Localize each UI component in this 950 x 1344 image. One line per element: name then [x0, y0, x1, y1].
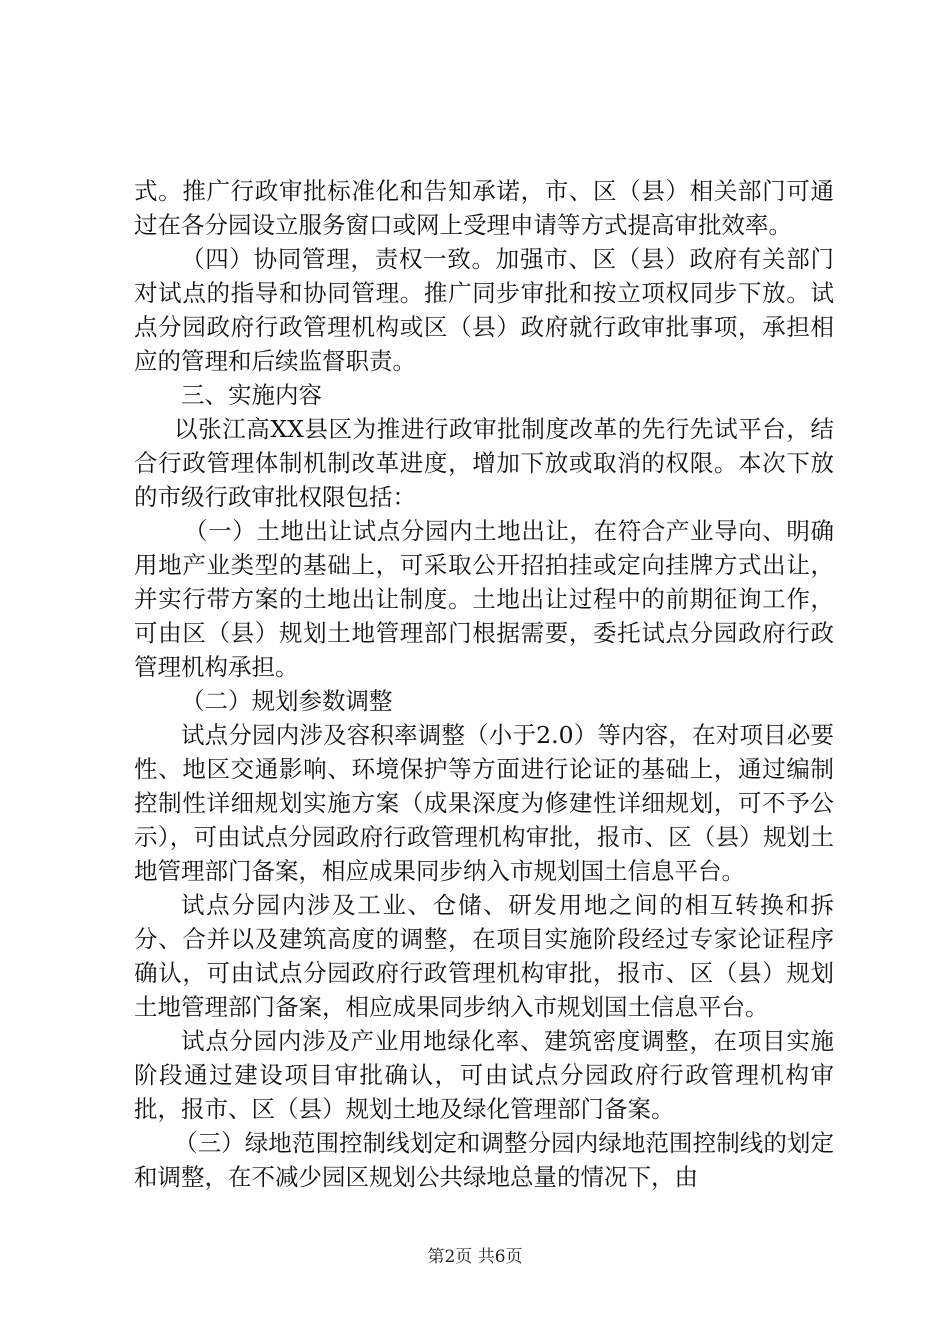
heading-planning-parameters: （二）规划参数调整 [181, 687, 393, 715]
paragraph-green-rate: 试点分园内涉及产业用地绿化率、建筑密度调整，在项目实施阶段通过建设项目审批确认，可由试点分园政府行政管理机构审批，报市、区（县）规划土地及绿化管理部门备案。 [134, 1027, 834, 1123]
document-body [134, 174, 834, 1194]
page-number-footer: 第2页 共6页 [427, 1247, 523, 1267]
paragraph-green-boundary: （三）绿地范围控制线划定和调整分园内绿地范围控制线的划定和调整，在不减少园区规划公共绿地总量的情况下，由 [134, 1129, 834, 1191]
paragraph-section-4: （四）协同管理，责权一致。加强市、区（县）政府有关部门对试点的指导和协同管理。推广同步审批和按立项权同步下放。试点分园政府行政管理机构或区（县）政府就行政审批事项，承担相应的管理和后续监督职责。 [134, 245, 834, 375]
paragraph-continuation: 式。推广行政审批标准化和告知承诺，市、区（县）相关部门可通过在各分园设立服务窗口或网上受理申请等方式提高审批效率。 [134, 177, 834, 239]
paragraph-intro: 以张江高XX县区为推进行政审批制度改革的先行先试平台，结合行政管理体制机制改革进度，增加下放或取消的权限。本次下放的市级行政审批权限包括： [134, 415, 834, 511]
paragraph-land-use-conversion: 试点分园内涉及工业、仓储、研发用地之间的相互转换和拆分、合并以及建筑高度的调整，在项目实施阶段经过专家论证程序确认，可由试点分园政府行政管理机构审批，报市、区（县）规划土地管理部门备案，相应成果同步纳入市规划国土信息平台。 [134, 891, 834, 1021]
heading-implementation: 三、实施内容 [181, 381, 322, 409]
paragraph-plot-ratio: 试点分园内涉及容积率调整（小于2.0）等内容，在对项目必要性、地区交通影响、环境保护等方面进行论证的基础上，通过编制控制性详细规划实施方案（成果深度为修建性详细规划，可不予公示），可由试点分园政府行政管理机构审批，报市、区（县）规划土地管理部门备案，相应成果同步纳入市规划国土信息平台。 [134, 721, 834, 885]
paragraph-land-transfer: （一）土地出让试点分园内土地出让，在符合产业导向、明确用地产业类型的基础上，可采取公开招拍挂或定向挂牌方式出让，并实行带方案的土地出让制度。土地出让过程中的前期征询工作，可由区（县）规划土地管理部门根据需要，委托试点分园政府行政管理机构承担。 [134, 517, 834, 681]
